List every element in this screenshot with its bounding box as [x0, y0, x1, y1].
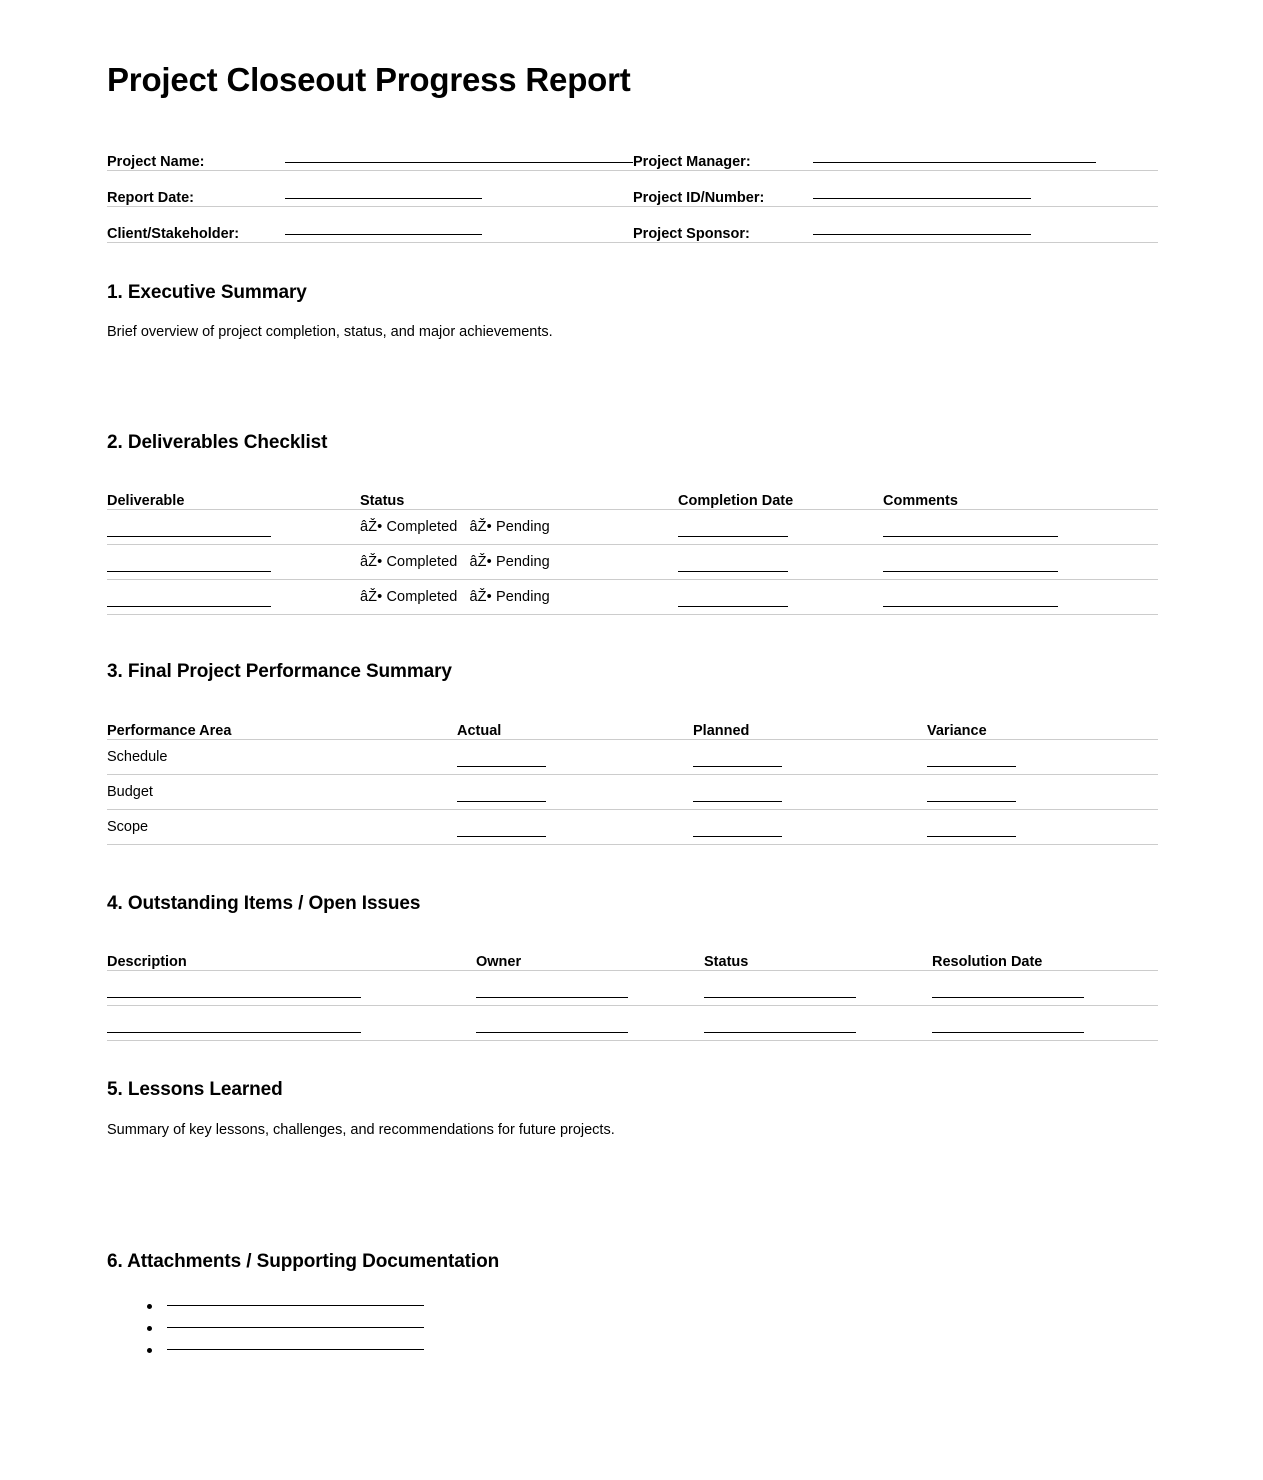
section-deliverables-checklist [107, 432, 1158, 616]
client-stakeholder-field[interactable] [285, 206, 633, 242]
column-header-status: Status [360, 480, 678, 510]
table-row [107, 170, 1158, 206]
section-performance-summary [107, 661, 1158, 845]
list-item[interactable] [167, 1317, 1158, 1339]
table-row [107, 510, 1158, 545]
project-manager-field[interactable] [813, 134, 1158, 170]
checkbox-icon[interactable]: âŽ• [469, 554, 492, 571]
project-info-table [107, 134, 1158, 243]
issue-resolution-date-field[interactable] [932, 1006, 1158, 1041]
issue-description-field[interactable] [107, 971, 476, 1006]
section-attachments [107, 1251, 1158, 1361]
lessons-learned-note: Summary of key lessons, challenges, and recommendations for future projects. [107, 1122, 615, 1139]
pending-label: Pending [495, 519, 550, 536]
checkbox-icon[interactable]: âŽ• [360, 519, 383, 536]
attachments-list [107, 1295, 1158, 1361]
comments-field[interactable] [883, 510, 1158, 545]
completion-date-field[interactable] [678, 580, 883, 615]
checkbox-pending[interactable] [469, 519, 549, 535]
checkbox-pending[interactable] [469, 554, 549, 570]
section-heading-executive-summary: 1. Executive Summary [107, 281, 307, 303]
section-heading-performance: 3. Final Project Performance Summary [107, 661, 452, 683]
completed-label: Completed [386, 519, 458, 536]
table-row [107, 545, 1158, 580]
section-heading-outstanding: 4. Outstanding Items / Open Issues [107, 892, 421, 914]
performance-area-schedule: Schedule [107, 739, 457, 774]
executive-summary-note: Brief overview of project completion, status, and major achievements. [107, 323, 553, 340]
page-title: Project Closeout Progress Report [107, 61, 631, 98]
performance-table [107, 709, 1158, 845]
schedule-variance-field[interactable] [927, 739, 1158, 774]
column-header-owner: Owner [476, 941, 704, 971]
deliverable-field[interactable] [107, 580, 360, 615]
list-item[interactable] [167, 1339, 1158, 1361]
table-row [107, 774, 1158, 809]
issue-status-field[interactable] [704, 1006, 932, 1041]
checkbox-completed[interactable] [360, 519, 457, 535]
project-manager-label: Project Manager: [633, 134, 813, 170]
project-id-label: Project ID/Number: [633, 170, 813, 206]
table-row [107, 809, 1158, 844]
issue-owner-field[interactable] [476, 1006, 704, 1041]
comments-field[interactable] [883, 580, 1158, 615]
checkbox-completed[interactable] [360, 589, 457, 605]
table-row [107, 134, 1158, 170]
section-heading-lessons: 5. Lessons Learned [107, 1079, 283, 1101]
table-row [107, 580, 1158, 615]
completed-label: Completed [386, 554, 458, 571]
budget-actual-field[interactable] [457, 774, 693, 809]
scope-planned-field[interactable] [693, 809, 927, 844]
column-header-resolution-date: Resolution Date [932, 941, 1158, 971]
checkbox-completed[interactable] [360, 554, 457, 570]
scope-actual-field[interactable] [457, 809, 693, 844]
column-header-comments: Comments [883, 480, 1158, 510]
column-header-performance-area: Performance Area [107, 709, 457, 739]
section-lessons-learned [107, 1079, 1158, 1138]
budget-variance-field[interactable] [927, 774, 1158, 809]
budget-planned-field[interactable] [693, 774, 927, 809]
section-executive-summary [107, 282, 1158, 340]
status-options [360, 510, 678, 545]
performance-area-scope: Scope [107, 809, 457, 844]
list-item[interactable] [167, 1295, 1158, 1317]
issue-owner-field[interactable] [476, 971, 704, 1006]
comments-field[interactable] [883, 545, 1158, 580]
column-header-completion-date: Completion Date [678, 480, 883, 510]
scope-variance-field[interactable] [927, 809, 1158, 844]
table-row [107, 206, 1158, 242]
project-name-field[interactable] [285, 134, 633, 170]
status-options [360, 545, 678, 580]
completion-date-field[interactable] [678, 510, 883, 545]
schedule-actual-field[interactable] [457, 739, 693, 774]
checkbox-icon[interactable]: âŽ• [469, 589, 492, 606]
section-heading-attachments: 6. Attachments / Supporting Documentation [107, 1251, 500, 1273]
issue-status-field[interactable] [704, 971, 932, 1006]
performance-area-budget: Budget [107, 774, 457, 809]
pending-label: Pending [495, 554, 550, 571]
deliverable-field[interactable] [107, 510, 360, 545]
issue-resolution-date-field[interactable] [932, 971, 1158, 1006]
table-row [107, 739, 1158, 774]
table-header-row [107, 941, 1158, 971]
table-row [107, 1006, 1158, 1041]
project-sponsor-field[interactable] [813, 206, 1158, 242]
client-stakeholder-label: Client/Stakeholder: [107, 206, 285, 242]
completed-label: Completed [386, 589, 458, 606]
checkbox-icon[interactable]: âŽ• [469, 519, 492, 536]
project-name-label: Project Name: [107, 134, 285, 170]
column-header-planned: Planned [693, 709, 927, 739]
project-sponsor-label: Project Sponsor: [633, 206, 813, 242]
table-row [107, 971, 1158, 1006]
checkbox-pending[interactable] [469, 589, 549, 605]
checkbox-icon[interactable]: âŽ• [360, 589, 383, 606]
report-date-field[interactable] [285, 170, 633, 206]
checkbox-icon[interactable]: âŽ• [360, 554, 383, 571]
column-header-status: Status [704, 941, 932, 971]
report-date-label: Report Date: [107, 170, 285, 206]
table-header-row [107, 480, 1158, 510]
schedule-planned-field[interactable] [693, 739, 927, 774]
deliverable-field[interactable] [107, 545, 360, 580]
deliverables-table [107, 480, 1158, 616]
table-header-row [107, 709, 1158, 739]
column-header-description: Description [107, 941, 476, 971]
project-id-field[interactable] [813, 170, 1158, 206]
outstanding-items-table [107, 941, 1158, 1042]
column-header-deliverable: Deliverable [107, 480, 360, 510]
column-header-actual: Actual [457, 709, 693, 739]
pending-label: Pending [495, 589, 550, 606]
issue-description-field[interactable] [107, 1006, 476, 1041]
completion-date-field[interactable] [678, 545, 883, 580]
status-options [360, 580, 678, 615]
section-heading-deliverables: 2. Deliverables Checklist [107, 431, 328, 453]
column-header-variance: Variance [927, 709, 1158, 739]
section-outstanding-items [107, 893, 1158, 1042]
